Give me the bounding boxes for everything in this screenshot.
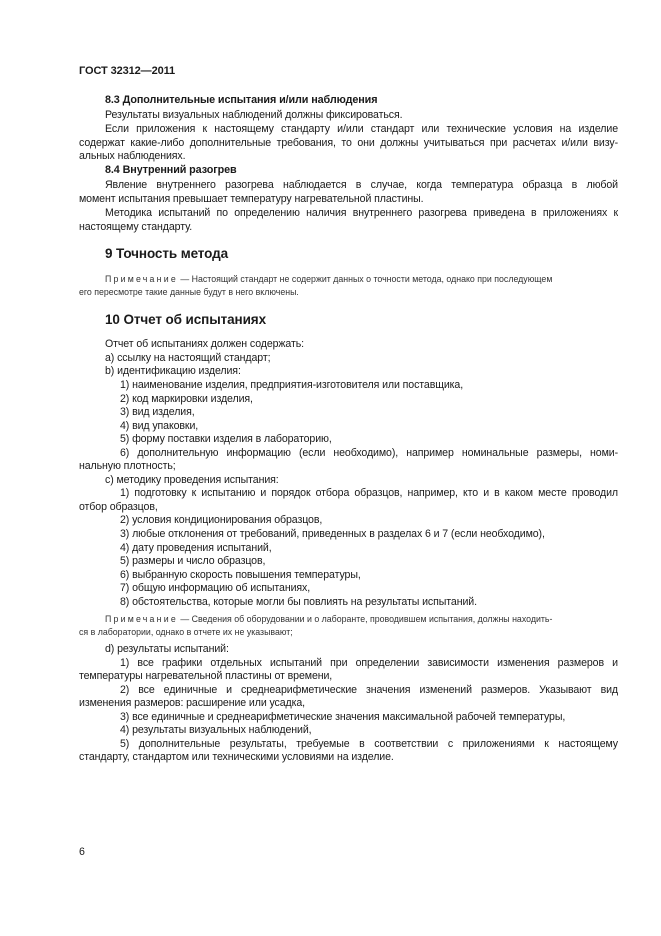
note-label: Примечание bbox=[105, 614, 178, 624]
list-item: 4) результаты визуальных наблюдений, bbox=[120, 724, 312, 736]
paragraph-line: Методика испытаний по определению наличия внутреннего разогрева приведена в приложениях к bbox=[105, 207, 618, 219]
list-item-continuation: стандарту, стандартом или техническими условиями на изделие. bbox=[79, 751, 394, 763]
page-number: 6 bbox=[79, 846, 85, 858]
paragraph-line: момент испытания превышает температуру нагревательной пластины. bbox=[79, 193, 424, 205]
section-8-4-heading: 8.4 Внутренний разогрев bbox=[105, 164, 237, 176]
list-item: 8) обстоятельства, которые могли бы повлиять на результаты испытаний. bbox=[120, 596, 477, 608]
list-item-continuation: изменения размеров: расширение или усадка, bbox=[79, 697, 306, 709]
list-item: 3) любые отклонения от требований, приведенных в разделах 6 и 7 (если необходимо), bbox=[120, 528, 545, 540]
list-item: 2) все единичные и среднеарифметические значения изменений размеров. Указывают вид bbox=[120, 684, 618, 696]
list-item: 6) выбранную скорость повышения температуры, bbox=[120, 569, 361, 581]
list-item: 1) подготовку к испытанию и порядок отбора образцов, например, кто и в каком месте проводил bbox=[120, 487, 618, 499]
list-item: b) идентификацию изделия: bbox=[105, 365, 241, 377]
note-text: — Сведения об оборудовании и о лаборанте, проводившем испытания, должны находить- bbox=[180, 614, 553, 624]
paragraph-line: Явление внутреннего разогрева наблюдается в случае, когда температура образца в любой bbox=[105, 179, 618, 191]
document-header: ГОСТ 32312—2011 bbox=[79, 65, 176, 77]
section-8-3-heading: 8.3 Дополнительные испытания и/или наблюдения bbox=[105, 94, 378, 106]
list-item: 2) условия кондиционирования образцов, bbox=[120, 514, 323, 526]
paragraph-line: содержат какие-либо дополнительные требования, то они должны учитываться при расчетах и/или визу- bbox=[79, 137, 618, 149]
note-line: ся в лаборатории, однако в отчете их не указывают; bbox=[79, 627, 293, 637]
paragraph-line: настоящему стандарту. bbox=[79, 221, 193, 233]
list-item: 5) форму поставки изделия в лабораторию, bbox=[120, 433, 332, 445]
paragraph-line: Результаты визуальных наблюдений должны фиксироваться. bbox=[105, 109, 403, 121]
list-item: 1) наименование изделия, предприятия-изготовителя или поставщика, bbox=[120, 379, 464, 391]
list-item: 3) вид изделия, bbox=[120, 406, 195, 418]
list-item: 5) размеры и число образцов, bbox=[120, 555, 266, 567]
section-10-heading: 10 Отчет об испытаниях bbox=[105, 312, 266, 327]
section-9-heading: 9 Точность метода bbox=[105, 246, 228, 261]
list-item: c) методику проведения испытания: bbox=[105, 474, 279, 486]
note-line bbox=[105, 273, 618, 285]
paragraph-line: Отчет об испытаниях должен содержать: bbox=[105, 338, 304, 350]
list-item-continuation: отбор образцов, bbox=[79, 501, 158, 513]
list-item: 4) дату проведения испытаний, bbox=[120, 542, 272, 554]
list-item: 3) все единичные и среднеарифметические значения максимальной рабочей температуры, bbox=[120, 711, 566, 723]
list-item: a) ссылку на настоящий стандарт; bbox=[105, 352, 271, 364]
list-item: d) результаты испытаний: bbox=[105, 643, 229, 655]
list-item-continuation: нальную плотность; bbox=[79, 460, 176, 472]
list-item: 5) дополнительные результаты, требуемые в соответствии с приложениями к настоящему bbox=[120, 738, 618, 750]
paragraph-line: Если приложения к настоящему стандарту и/или стандарт или технические условия на изделие bbox=[105, 123, 618, 135]
note-line bbox=[105, 613, 618, 625]
paragraph-line: альных наблюдениях. bbox=[79, 150, 186, 162]
list-item: 6) дополнительную информацию (если необходимо), например номинальные размеры, номи- bbox=[120, 447, 618, 459]
note-text: — Настоящий стандарт не содержит данных о точности метода, однако при последующем bbox=[180, 274, 553, 284]
list-item: 4) вид упаковки, bbox=[120, 420, 199, 432]
note-label: Примечание bbox=[105, 274, 178, 284]
note-line: его пересмотре такие данные будут в него включены. bbox=[79, 287, 299, 297]
list-item: 2) код маркировки изделия, bbox=[120, 393, 253, 405]
list-item: 1) все графики отдельных испытаний при определении зависимости изменения размеров и bbox=[120, 657, 618, 669]
list-item-continuation: температуры нагревательной пластины от времени, bbox=[79, 670, 333, 682]
list-item: 7) общую информацию об испытаниях, bbox=[120, 582, 311, 594]
